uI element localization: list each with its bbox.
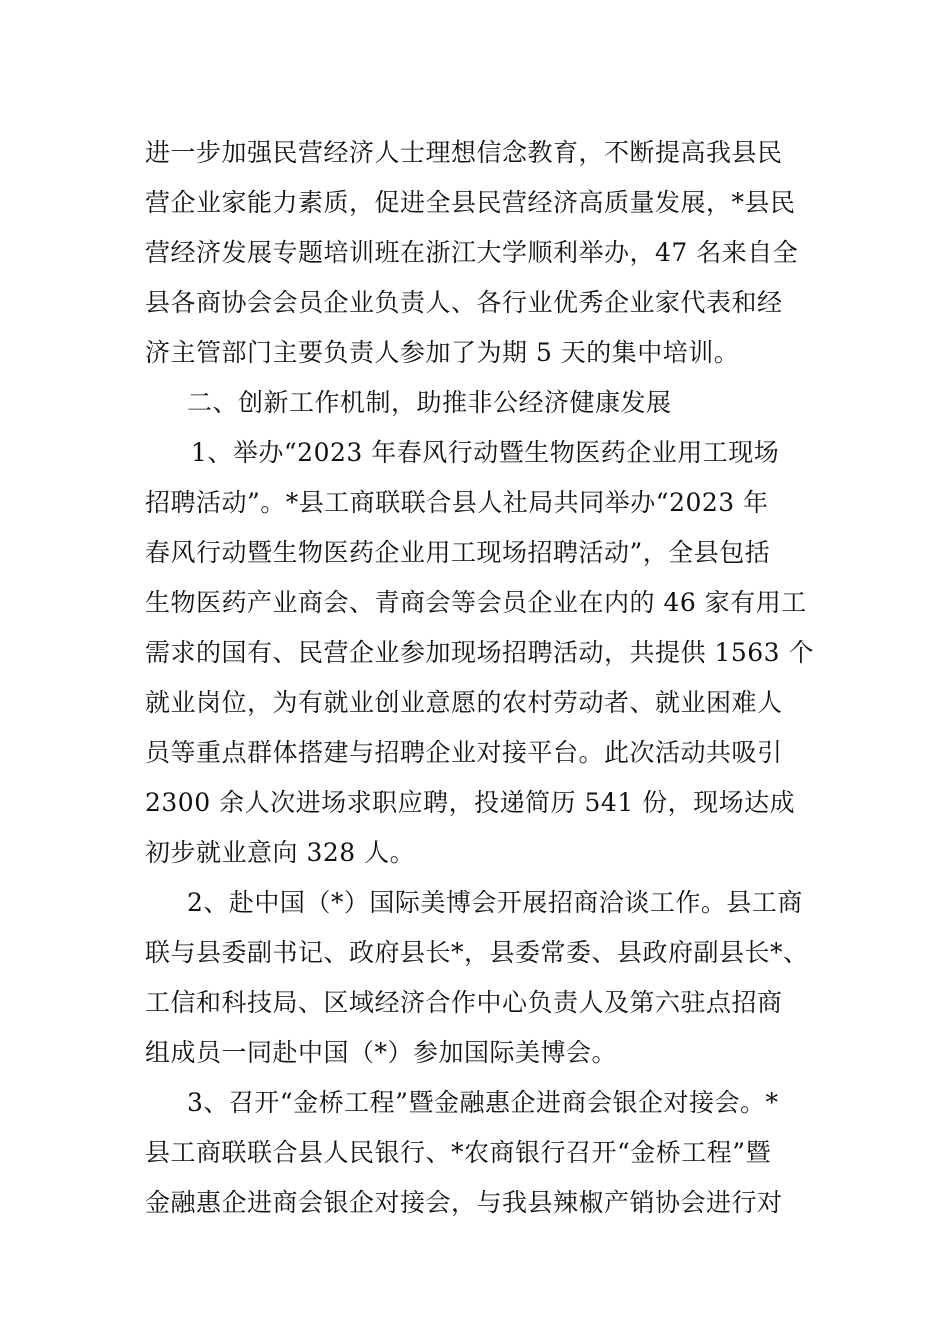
text-line: 组成员一同赴中国（*）参加国际美博会。 (145, 1038, 618, 1067)
text-line: 初步就业意向 328 人。 (145, 838, 416, 867)
text-line: 县各商协会会员企业负责人、各行业优秀企业家代表和经 (145, 288, 783, 317)
text-line: 县工商联联合县人民银行、*农商银行召开“金桥工程”暨 (145, 1138, 772, 1167)
text-line: 金融惠企进商会银企对接会，与我县辣椒产销协会进行对 (145, 1188, 783, 1217)
text-line: 营企业家能力素质，促进全县民营经济高质量发展，*县民 (145, 188, 796, 217)
text-line: 营经济发展专题培训班在浙江大学顺利举办，47 名来自全 (145, 238, 799, 267)
document-body (145, 128, 825, 1228)
text-line: 需求的国有、民营企业参加现场招聘活动，共提供 1563 个 (145, 638, 815, 667)
text-line: 生物医药产业商会、青商会等会员企业在内的 46 家有用工 (145, 588, 807, 617)
text-line: 员等重点群体搭建与招聘企业对接平台。此次活动共吸引 (145, 738, 783, 767)
text-line: 2300 余人次进场求职应聘，投递简历 541 份，现场达成 (145, 788, 796, 817)
text-line: 春风行动暨生物医药企业用工现场招聘活动”，全县包括 (145, 538, 771, 567)
text-line: 2、赴中国（*）国际美博会开展招商洽谈工作。县工商 (187, 888, 803, 917)
text-line: 招聘活动”。*县工商联联合县人社局共同举办“2023 年 (145, 488, 769, 517)
text-line: 工信和科技局、区域经济合作中心负责人及第六驻点招商 (145, 988, 783, 1017)
text-line: 济主管部门主要负责人参加了为期 5 天的集中培训。 (145, 338, 740, 367)
text-line: 进一步加强民营经济人士理想信念教育，不断提高我县民 (145, 138, 783, 167)
text-line: 就业岗位，为有就业创业意愿的农村劳动者、就业困难人 (145, 688, 783, 717)
text-line: 联与县委副书记、政府县长*，县委常委、县政府副县长*、 (145, 938, 809, 967)
section-heading: 二、创新工作机制，助推非公经济健康发展 (187, 388, 672, 417)
text-line: 3、召开“金桥工程”暨金融惠企进商会银企对接会。* (187, 1088, 779, 1117)
text-line: 1、举办“2023 年春风行动暨生物医药企业用工现场 (191, 438, 780, 467)
